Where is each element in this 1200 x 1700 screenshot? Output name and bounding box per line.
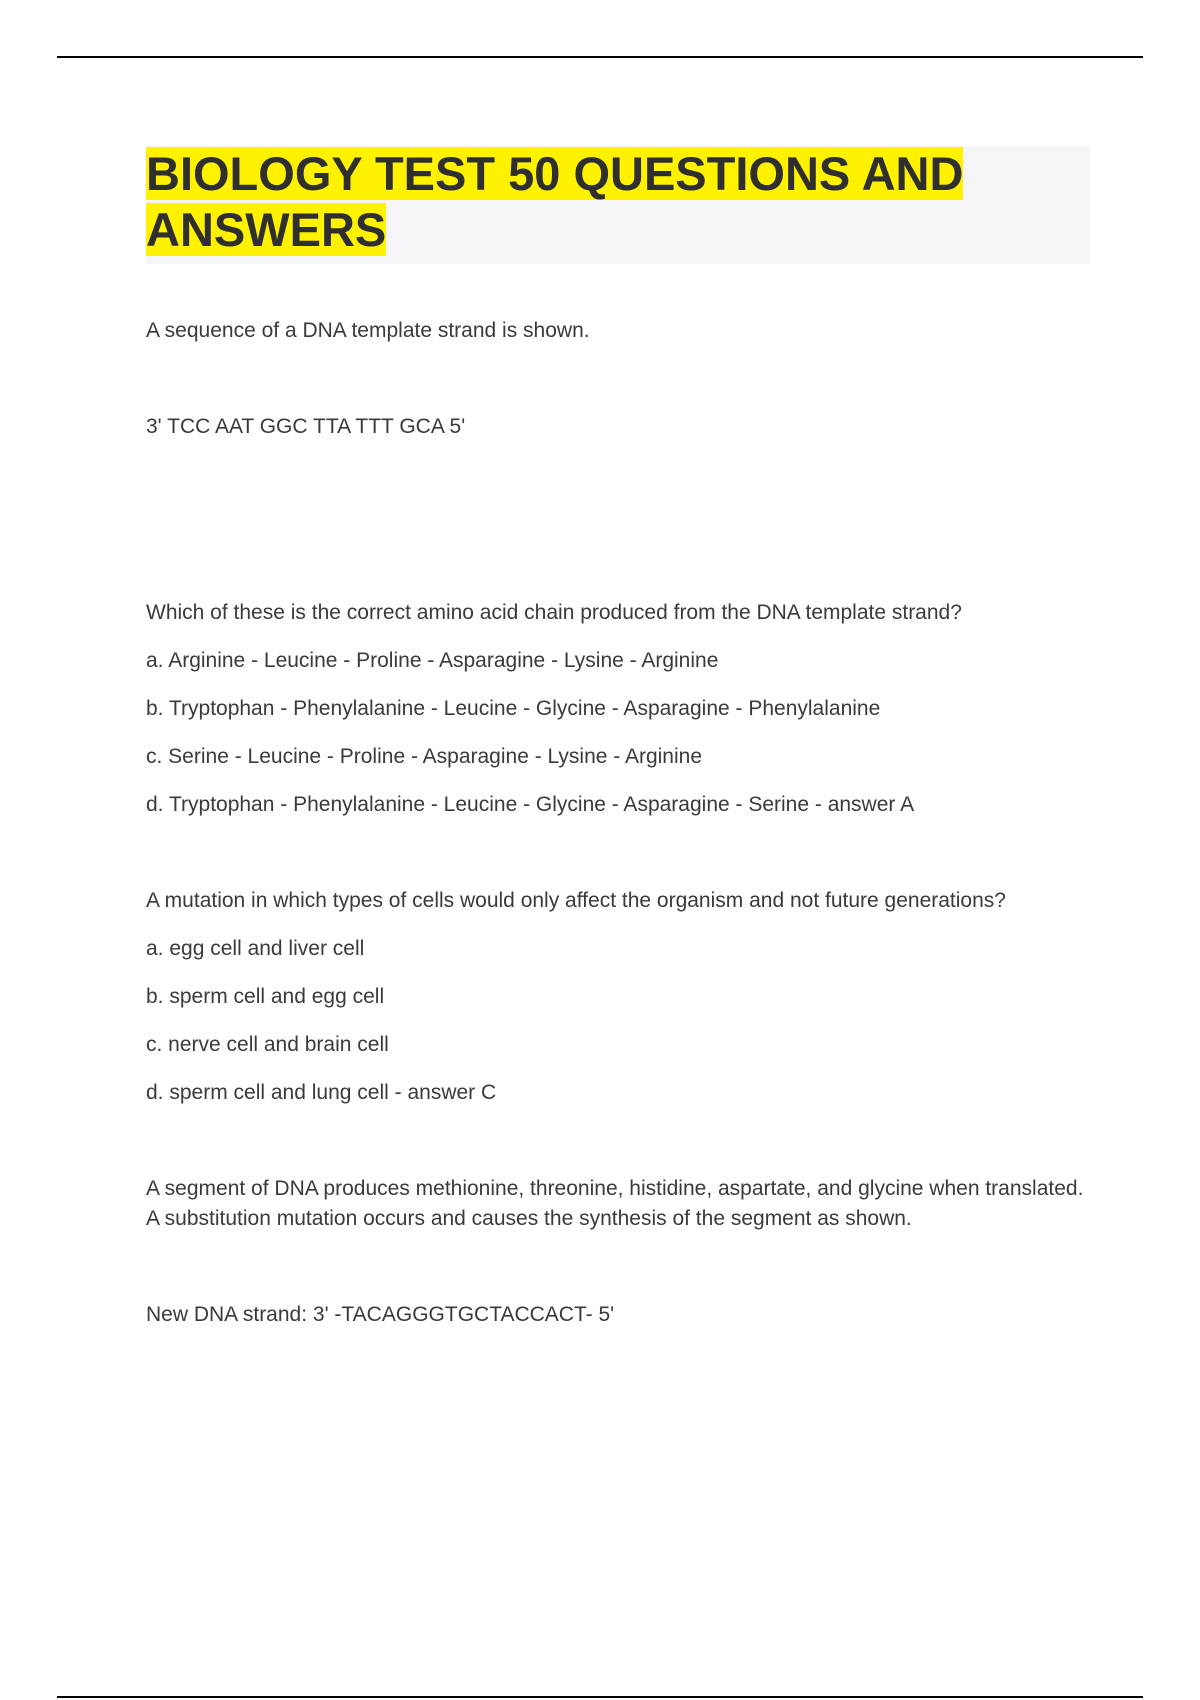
question-3-prompt: A segment of DNA produces methionine, threonine, histidine, aspartate, and glycine when translated. A substitution mutation occurs and causes the synthesis of the segment as shown. <box>146 1177 1084 1230</box>
dna-sequence: 3' TCC AAT GGC TTA TTT GCA 5' <box>146 415 466 438</box>
question-1-option-d: d. Tryptophan - Phenylalanine - Leucine - Glycine - Asparagine - Serine - answer A <box>146 793 915 816</box>
document-title <box>146 146 1090 258</box>
title-line-1: BIOLOGY TEST 50 QUESTIONS AND <box>146 147 964 200</box>
question-1-option-b: b. Tryptophan - Phenylalanine - Leucine - Glycine - Asparagine - Phenylalanine <box>146 697 881 720</box>
intro-text: A sequence of a DNA template strand is shown. <box>146 319 590 342</box>
question-1-option-a: a. Arginine - Leucine - Proline - Asparagine - Lysine - Arginine <box>146 649 719 672</box>
new-dna-strand: New DNA strand: 3' -TACAGGGTGCTACCACT- 5' <box>146 1303 615 1326</box>
question-2-option-a: a. egg cell and liver cell <box>146 937 365 960</box>
title-block <box>146 146 1090 264</box>
title-line-2: ANSWERS <box>146 203 387 256</box>
document-body <box>146 146 1090 1330</box>
top-divider <box>57 56 1143 58</box>
question-1-option-c: c. Serine - Leucine - Proline - Asparagine - Lysine - Arginine <box>146 745 703 768</box>
question-2-option-c: c. nerve cell and brain cell <box>146 1033 389 1056</box>
bottom-divider <box>57 1696 1143 1698</box>
question-2-option-b: b. sperm cell and egg cell <box>146 985 385 1008</box>
question-2-option-d: d. sperm cell and lung cell - answer C <box>146 1081 497 1104</box>
question-1-prompt: Which of these is the correct amino acid chain produced from the DNA template strand? <box>146 601 962 624</box>
question-2-prompt: A mutation in which types of cells would only affect the organism and not future generations? <box>146 889 1006 912</box>
